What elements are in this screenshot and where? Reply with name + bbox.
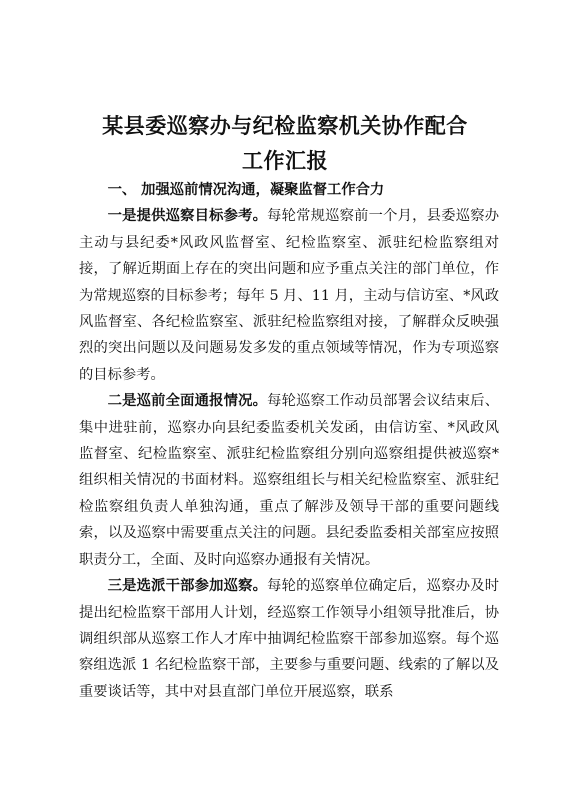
section1-heading: 一、 加强巡前情况沟通，凝聚监督工作合力 — [107, 182, 385, 198]
document-body — [79, 177, 499, 705]
document-title-line2: 工作汇报 — [242, 148, 328, 173]
paragraph-3-text: 每轮的巡察单位确定后，巡察办及时提出纪检监察干部用人计划，经巡察工作领导小组领导批准后，协调组织部从巡察工作人才库中抽调纪检监察干部参加巡察。每个巡察组选派 1 名纪检监察干部，主要参与重要问题、线索的了解以及重要谈话等，其中对县直部门单位开展巡察，联系 — [79, 578, 499, 700]
paragraph-2 — [79, 388, 499, 573]
paragraph-2-text: 每轮巡察工作动员部署会议结束后、集中进驻前，巡察办向县纪委监委机关发函，由信访室、*风政风监督室、纪检监察室、派驻纪检监察组分别向巡察组提供被巡察*组织相关情况的书面材料。巡察组组长与相关纪检监察室、派驻纪检监察组负责人单独沟通，重点了解涉及领导干部的重要问题线索，以及巡察中需要重点关注的问题。县纪委监委相关部室应按照职责分工，全面、及时向巡察办通报有关情况。 — [79, 393, 499, 568]
document-title-line1: 某县委巡察办与纪检监察机关协作配合 — [102, 113, 468, 138]
paragraph-1-lead: 一是提供巡察目标参考。 — [107, 208, 268, 225]
paragraph-1-text: 每轮常规巡察前一个月，县委巡察办主动与县纪委*风政风监督室、纪检监察室、派驻纪检监察组对接，了解近期面上存在的突出问题和应予重点关注的部门单位，作为常规巡察的目标参考；每年 5 月、11 月，主动与信访室、*风政风监督室、各纪检监察室、派驻纪检监察组对接，了解群众反映强烈的突出问题以及问题易发多发的重点领域等情况，作为专项巡察的目标参考。 — [79, 208, 499, 383]
paragraph-3-lead: 三是选派干部参加巡察。 — [107, 578, 268, 595]
paragraph-2-lead: 二是巡前全面通报情况。 — [107, 393, 268, 410]
paragraph-3 — [79, 573, 499, 705]
paragraph-1 — [79, 203, 499, 388]
